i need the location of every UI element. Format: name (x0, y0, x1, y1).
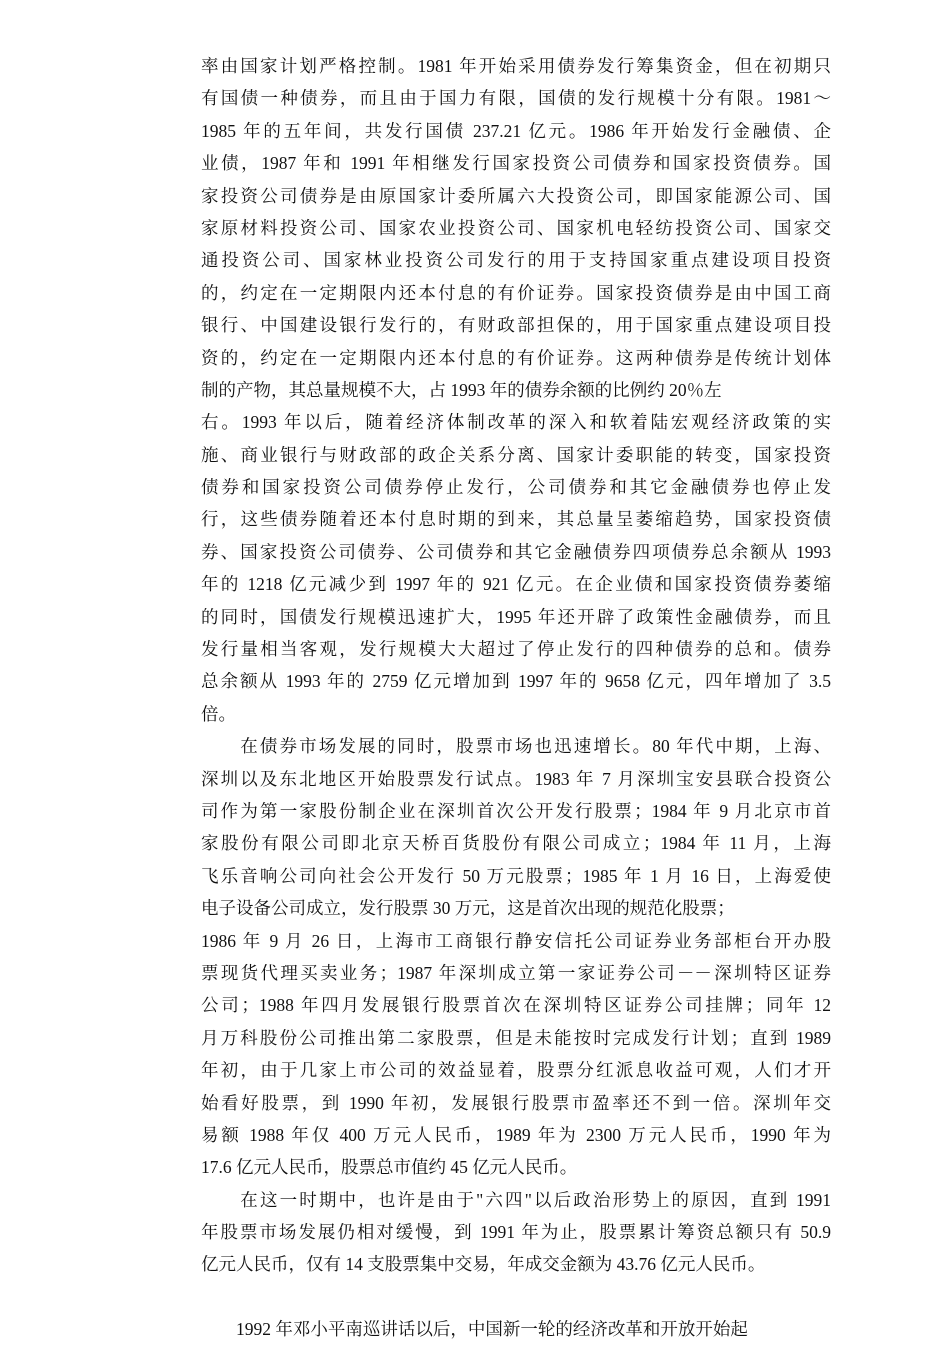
paragraph-spacer (201, 1281, 831, 1313)
text-line: 飞乐音响公司向社会公开发行 50 万元股票；1985 年 1 月 16 日，上海爱使 (201, 865, 831, 886)
text-line: 有国债一种债券，而且由于国力有限，国债的发行规模十分有限。1981～ (201, 88, 831, 109)
document-page (201, 50, 831, 1346)
text-line: 司作为第一家股份制企业在深圳首次公开发行股票；1984 年 9 月北京市首 (201, 800, 831, 821)
text-line: 施、商业银行与财政部的政企关系分离、国家计委职能的转变，国家投资 (201, 444, 831, 465)
paragraph-1991-period (201, 1184, 831, 1281)
text-line: 年初，由于几家上市公司的效益显着，股票分红派息收益可观，人们才开 (201, 1060, 831, 1081)
text-line: 的同时，国债发行规模迅速扩大，1995 年还开辟了政策性金融债券，而且 (201, 606, 831, 627)
text-line: 倍。 (201, 703, 236, 724)
paragraph-stock-market (201, 730, 831, 1183)
text-line: 在这一时期中，也许是由于"六四"以后政治形势上的原因，直到 1991 (201, 1189, 831, 1210)
text-line: 亿元人民币，仅有 14 支股票集中交易，年成交金额为 43.76 亿元人民币。 (201, 1254, 766, 1275)
text-line: 通投资公司、国家林业投资公司发行的用于支持国家重点建设项目投资 (201, 250, 831, 271)
text-line: 电子设备公司成立，发行股票 30 万元，这是首次出现的规范化股票； (201, 898, 735, 919)
text-line: 右。1993 年以后，随着经济体制改革的深入和软着陆宏观经济政策的实 (201, 412, 831, 433)
text-line: 年股票市场发展仍相对缓慢，到 1991 年为止，股票累计筹资总额只有 50.9 (201, 1222, 831, 1243)
text-line: 家投资公司债券是由原国家计委所属六大投资公司，即国家能源公司、国 (201, 185, 831, 206)
text-line: 17.6 亿元人民币，股票总市值约 45 亿元人民币。 (201, 1157, 578, 1178)
text-line: 发行量相当客观，发行规模大大超过了停止发行的四种债券的总和。债券 (201, 639, 831, 660)
text-line: 始看好股票，到 1990 年初，发展银行股票市盈率还不到一倍。深圳年交 (201, 1092, 831, 1113)
text-line: 公司；1988 年四月发展银行股票首次在深圳特区证券公司挂牌；同年 12 (201, 995, 831, 1016)
text-line: 券、国家投资公司债券、公司债券和其它金融债券四项债券总余额从 1993 (201, 541, 831, 562)
text-line: 年的 1218 亿元减少到 1997 年的 921 亿元。在企业债和国家投资债券萎缩 (201, 574, 831, 595)
text-line: 银行、中国建设银行发行的，有财政部担保的，用于国家重点建设项目投 (201, 315, 831, 336)
text-line: 制的产物，其总量规模不大，占 1993 年的债券余额的比例约 20％左 (201, 379, 722, 400)
text-line: 总余额从 1993 年的 2759 亿元增加到 1997 年的 9658 亿元，四年增加了 3.5 (201, 671, 831, 692)
text-line: 1985 年的五年间，共发行国债 237.21 亿元。1986 年开始发行金融债、企 (201, 120, 831, 141)
text-line: 深圳以及东北地区开始股票发行试点。1983 年 7 月深圳宝安县联合投资公 (201, 768, 831, 789)
text-line: 的，约定在一定期限内还本付息的有价证券。国家投资债券是由中国工商 (201, 282, 831, 303)
text-line: 行，这些债券随着还本付息时期的到来，其总量呈萎缩趋势，国家投资债 (201, 509, 831, 530)
text-line: 票现货代理买卖业务；1987 年深圳成立第一家证券公司－－深圳特区证券 (201, 962, 831, 983)
paragraph-1992-reform (201, 1313, 831, 1345)
text-line: 月万科股份公司推出第二家股票，但是未能按时完成发行计划；直到 1989 (201, 1027, 831, 1048)
text-line: 易额 1988 年仅 400 万元人民币，1989 年为 2300 万元人民币，1990 年为 (201, 1124, 831, 1145)
text-line: 率由国家计划严格控制。1981 年开始采用债券发行筹集资金，但在初期只 (201, 56, 831, 76)
text-line: 家股份有限公司即北京天桥百货股份有限公司成立；1984 年 11 月，上海 (201, 833, 831, 854)
paragraph-bond-market (201, 50, 831, 730)
text-line: 家原材料投资公司、国家农业投资公司、国家机电轻纺投资公司、国家交 (201, 217, 831, 238)
text-line: 1986 年 9 月 26 日，上海市工商银行静安信托公司证券业务部柜台开办股 (201, 930, 831, 951)
text-line: 1992 年邓小平南巡讲话以后，中国新一轮的经济改革和开放开始起 (201, 1319, 748, 1340)
text-line: 业债，1987 年和 1991 年相继发行国家投资公司债券和国家投资债券。国 (201, 153, 831, 174)
text-line: 在债券市场发展的同时，股票市场也迅速增长。80 年代中期，上海、 (201, 736, 831, 757)
text-line: 债券和国家投资公司债券停止发行，公司债券和其它金融债券也停止发 (201, 477, 831, 498)
text-line: 资的，约定在一定期限内还本付息的有价证券。这两种债券是传统计划体 (201, 347, 831, 368)
